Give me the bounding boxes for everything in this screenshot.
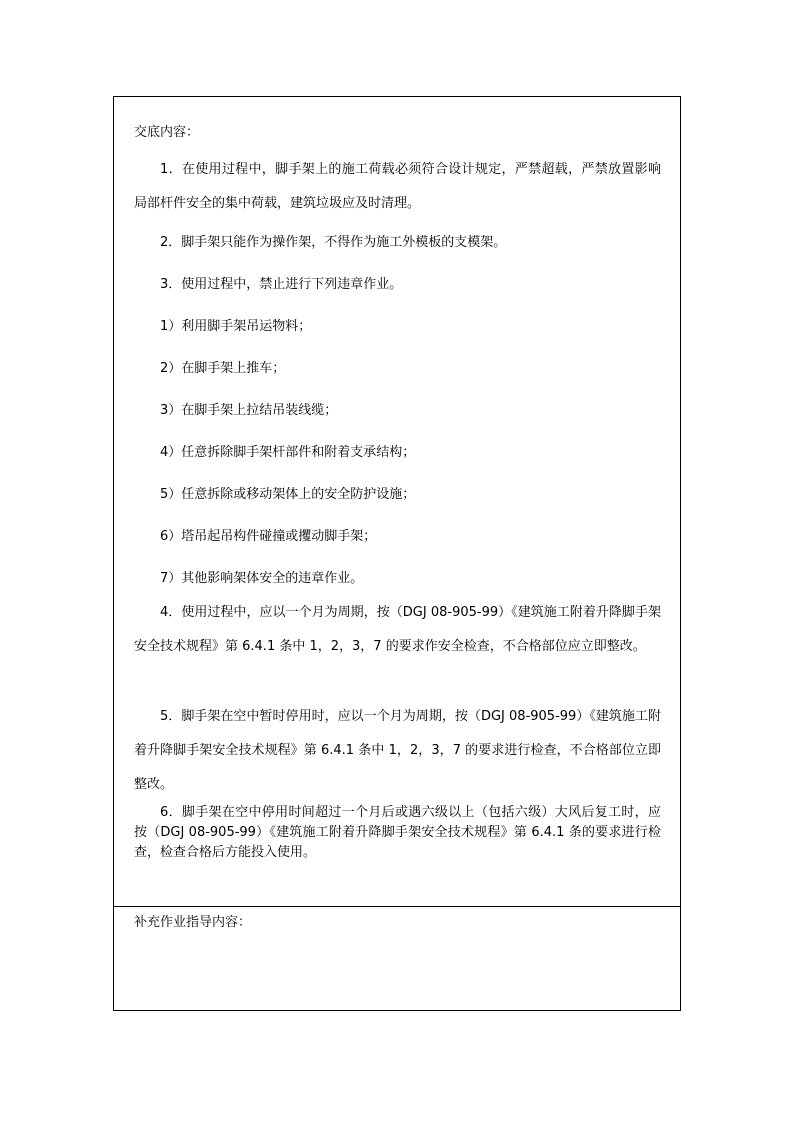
paragraph-1: 1．在使用过程中，脚手架上的施工荷载必须符合设计规定，严禁超载，严禁放置影响局部杆件安全的集中荷载，建筑垃圾应及时清理。 xyxy=(134,162,661,211)
list-item-5: 5）任意拆除或移动架体上的安全防护设施； xyxy=(160,487,416,502)
disclosure-content-label: 交底内容： xyxy=(134,125,200,140)
disclosure-form-table xyxy=(113,96,681,1011)
supplement-content-cell xyxy=(114,907,680,1011)
list-item-2: 2）在脚手架上推车； xyxy=(160,361,286,376)
paragraph-6: 6．脚手架在空中停用时间超过一个月后或遇六级以上（包括六级）大风后复工时，应按（DGJ 08-905-99）《建筑施工附着升降脚手架安全技术规程》第 6.4.1 条的要求进行检查，检查合格后方能投入使用。 xyxy=(134,805,661,860)
list-item-3: 3）在脚手架上拉结吊装线缆； xyxy=(160,403,338,418)
supplement-content-label: 补充作业指导内容： xyxy=(134,915,252,930)
list-item-7: 7）其他影响架体安全的违章作业。 xyxy=(160,571,364,586)
paragraph-2: 2．脚手架只能作为操作架，不得作为施工外模板的支模架。 xyxy=(160,235,507,250)
list-item-4: 4）任意拆除脚手架杆部件和附着支承结构； xyxy=(160,445,416,460)
paragraph-5: 5．脚手架在空中暂时停用时，应以一个月为周期，按（DGJ 08-905-99）《建筑施工附着升降脚手架安全技术规程》第 6.4.1 条中 1，2，3，7 的要求进行检查，不合格部位立即整改。 xyxy=(134,709,661,792)
disclosure-content-cell xyxy=(114,97,680,907)
paragraph-3: 3．使用过程中，禁止进行下列违章作业。 xyxy=(160,277,403,292)
paragraph-4: 4．使用过程中，应以一个月为周期，按（DGJ 08-905-99）《建筑施工附着升降脚手架安全技术规程》第 6.4.1 条中 1，2，3，7 的要求作安全检查，不合格部位应立即整改。 xyxy=(134,605,661,654)
list-item-6: 6）塔吊起吊构件碰撞或攫动脚手架； xyxy=(160,529,377,544)
list-item-1: 1）利用脚手架吊运物料； xyxy=(160,319,312,334)
